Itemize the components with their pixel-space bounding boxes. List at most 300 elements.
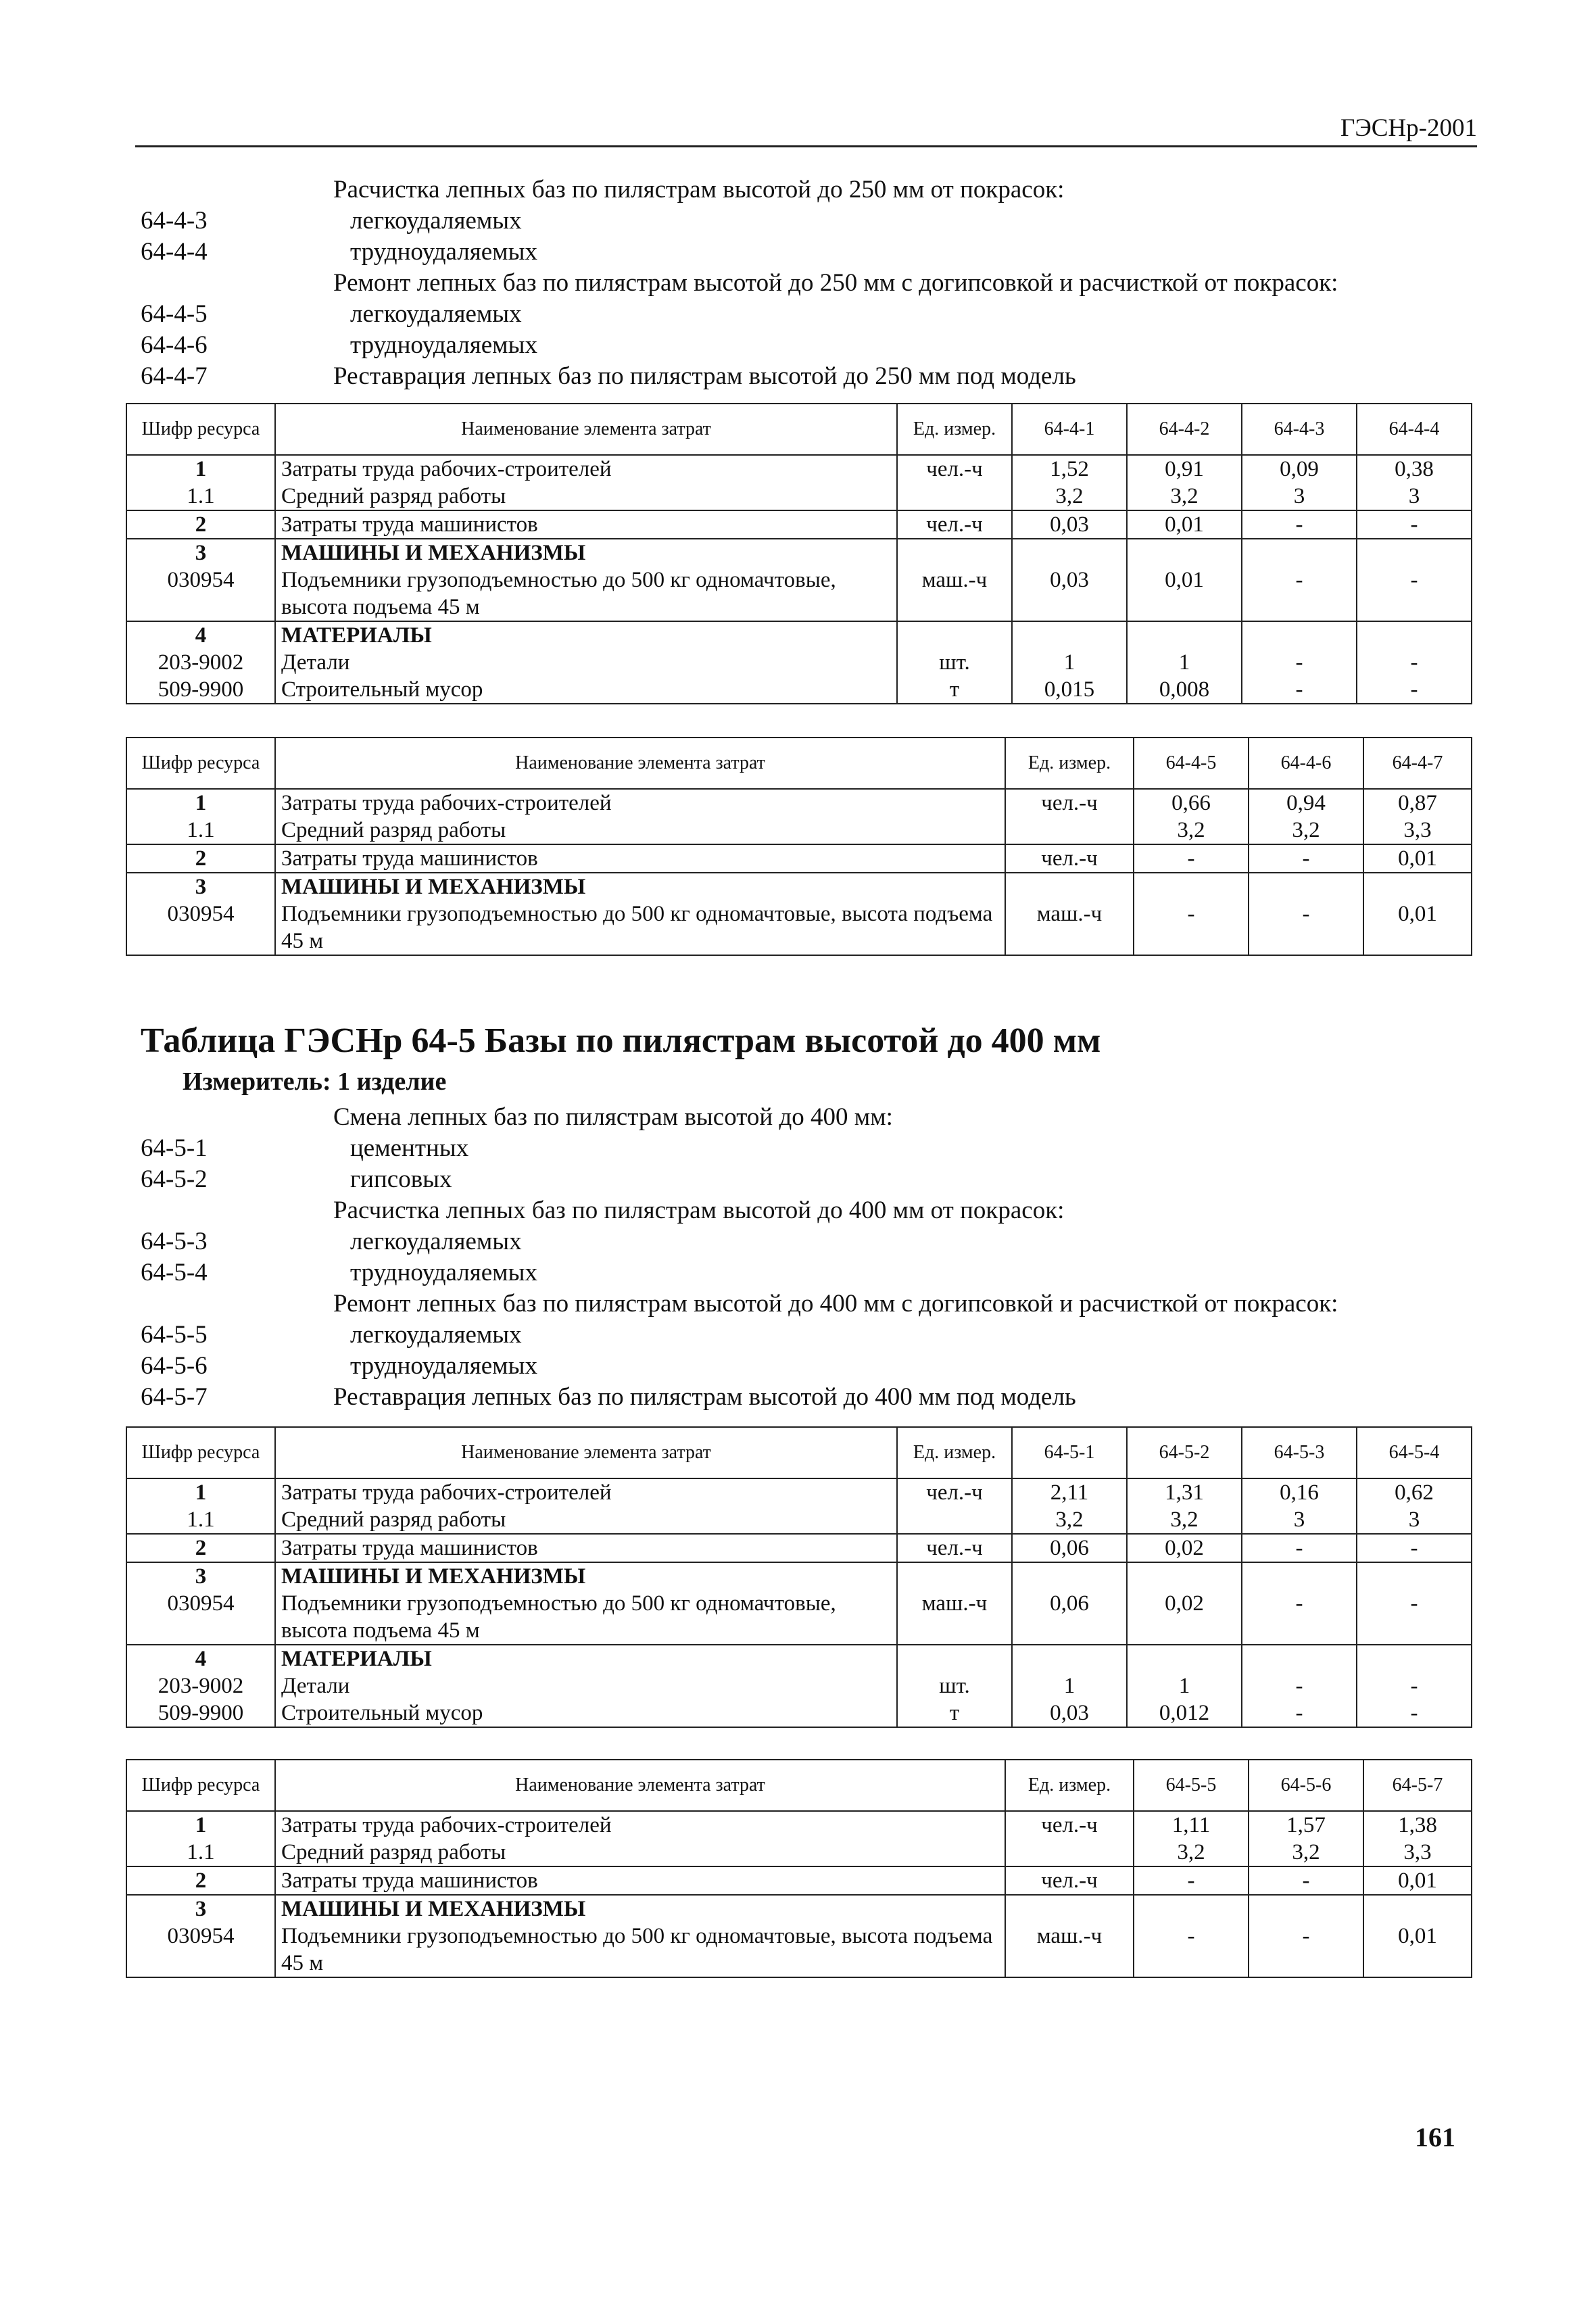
norm-value-cell — [1357, 1478, 1472, 1534]
unit-cell — [897, 1478, 1012, 1534]
work-description: Реставрация лепных баз по пилястрам высотой до 400 мм под модель — [333, 1383, 1076, 1411]
table-title-64-5: Таблица ГЭСНр 64-5 Базы по пилястрам высотой до 400 мм — [141, 1021, 1101, 1060]
norm-value-cell — [1363, 789, 1472, 844]
norm-value-cell — [1012, 1478, 1127, 1534]
intro-row — [141, 268, 1493, 299]
work-description: легкоудаляемых — [350, 1228, 522, 1255]
norm-value: 1 — [1063, 1674, 1075, 1698]
work-description: Ремонт лепных баз по пилястрам высотой до 250 мм с догипсовкой и расчисткой от покрасок: — [333, 269, 1338, 297]
work-description: легкоудаляемых — [350, 1321, 522, 1349]
intro-row — [141, 330, 1493, 361]
norm-value-cell — [1363, 1866, 1472, 1895]
norm-value: 0,02 — [1165, 1536, 1204, 1560]
norm-value-cell — [1134, 1895, 1249, 1977]
norm-value: 0,012 — [1159, 1701, 1210, 1725]
work-description: легкоудаляемых — [350, 207, 522, 235]
resource-code-cell — [126, 539, 275, 621]
work-code: 64-5-3 — [141, 1228, 208, 1255]
work-description: Реставрация лепных баз по пилястрам высотой до 250 мм под модель — [333, 362, 1076, 390]
unit-cell — [897, 539, 1012, 621]
resource-code: 2 — [195, 512, 207, 537]
resource-table-64-4-a — [126, 403, 1472, 704]
resource-code: 030954 — [167, 902, 235, 926]
norm-value: 3,2 — [1055, 484, 1084, 508]
norm-value: - — [1187, 1924, 1195, 1948]
norm-value-cell — [1012, 1534, 1127, 1562]
unit-value: маш.-ч — [921, 568, 988, 592]
header-norm-code: 64-4-1 — [1012, 404, 1127, 455]
norm-value — [1140, 1896, 1242, 1923]
work-description: Смена лепных баз по пилястрам высотой до 400 мм: — [333, 1103, 893, 1131]
resource-code-cell — [126, 873, 275, 955]
norm-value: - — [1302, 846, 1310, 871]
norm-value-cell — [1134, 844, 1249, 873]
norm-value: 0,06 — [1050, 1591, 1089, 1616]
norm-value — [1370, 873, 1466, 900]
work-description: трудноудаляемых — [350, 331, 537, 359]
unit-value — [1011, 1896, 1128, 1923]
norm-value: - — [1295, 650, 1303, 675]
norm-value-cell — [1242, 1478, 1357, 1534]
norm-value: - — [1187, 1868, 1195, 1893]
norm-value: 0,01 — [1165, 512, 1204, 537]
resource-code: 203-9002 — [158, 1674, 244, 1698]
norm-value: - — [1302, 902, 1310, 926]
norm-value-cell — [1242, 455, 1357, 510]
resource-code-cell — [126, 1562, 275, 1645]
header-unit: Ед. измер. — [1005, 738, 1134, 789]
norm-value — [1363, 1563, 1466, 1590]
work-code: 64-4-6 — [141, 331, 208, 359]
norm-value: 1,57 — [1286, 1813, 1326, 1837]
norm-value — [1133, 1563, 1236, 1590]
norm-value-cell — [1242, 1562, 1357, 1645]
norm-value: 3,2 — [1055, 1507, 1084, 1532]
resource-code-cell — [126, 455, 275, 510]
unit-value: чел.-ч — [926, 1536, 983, 1560]
norm-value: 3,2 — [1170, 1507, 1199, 1532]
norm-value — [1133, 539, 1236, 566]
unit-cell — [897, 1562, 1012, 1645]
resource-table-64-5-b — [126, 1759, 1472, 1978]
resource-code: 2 — [195, 1536, 207, 1560]
norm-value: 0,91 — [1165, 457, 1204, 481]
header-unit: Ед. измер. — [1005, 1760, 1134, 1811]
header-norm-code: 64-5-3 — [1242, 1427, 1357, 1478]
resource-code: 2 — [195, 846, 207, 871]
work-code: 64-4-5 — [141, 300, 208, 328]
cost-element-name: Затраты труда машинистов — [281, 1536, 538, 1560]
table-row — [126, 789, 1472, 844]
intro-row — [141, 1382, 1493, 1413]
resource-code: 3 — [195, 1897, 207, 1921]
cost-element-name: Затраты труда рабочих-строителей — [281, 1480, 612, 1505]
intro-row — [141, 1195, 1493, 1226]
norm-value-cell — [1249, 789, 1363, 844]
cost-element-name: Подъемники грузоподъемностью до 500 кг одномачтовые, высота подъема 45 м — [281, 568, 836, 619]
unit-value: чел.-ч — [1041, 791, 1098, 815]
norm-value: 0,66 — [1171, 791, 1211, 815]
norm-value: 3,2 — [1177, 1840, 1205, 1864]
unit-cell — [1005, 1895, 1134, 1977]
norm-value: 0,01 — [1398, 846, 1437, 871]
intro-row — [141, 1257, 1493, 1288]
intro-row — [141, 1320, 1493, 1351]
table-row — [126, 621, 1472, 704]
cost-element-cell — [275, 1478, 897, 1534]
norm-value-cell — [1242, 1534, 1357, 1562]
work-code: 64-5-7 — [141, 1383, 208, 1411]
cost-element-name: МАТЕРИАЛЫ — [281, 623, 432, 648]
norm-value — [1248, 539, 1351, 566]
unit-value: т — [949, 1701, 960, 1725]
unit-value: т — [949, 677, 960, 702]
norm-value: - — [1187, 846, 1195, 871]
unit-cell — [897, 621, 1012, 704]
cost-element-cell — [275, 455, 897, 510]
intro-row — [141, 1133, 1493, 1164]
resource-table-64-4-b — [126, 737, 1472, 956]
norm-value-cell — [1357, 1645, 1472, 1727]
header-norm-code: 64-5-2 — [1127, 1427, 1242, 1478]
intro-row — [141, 361, 1493, 392]
table-row — [126, 455, 1472, 510]
norm-value-cell — [1363, 1895, 1472, 1977]
work-description: легкоудаляемых — [350, 300, 522, 328]
norm-value: 1,52 — [1050, 457, 1089, 481]
unit-value: маш.-ч — [1036, 1924, 1103, 1948]
work-code: 64-5-1 — [141, 1134, 208, 1162]
norm-value: 0,94 — [1286, 791, 1326, 815]
resource-code: 509-9900 — [158, 677, 244, 702]
table-row — [126, 1895, 1472, 1977]
cost-element-name: Средний разряд работы — [281, 1507, 506, 1532]
norm-value: - — [1410, 650, 1418, 675]
norm-value: 0,015 — [1044, 677, 1095, 702]
norm-value-cell — [1134, 873, 1249, 955]
norm-value-cell — [1249, 873, 1363, 955]
norm-value: 0,62 — [1395, 1480, 1434, 1505]
measure-unit: Измеритель: 1 изделие — [183, 1067, 447, 1096]
unit-value: чел.-ч — [1041, 1868, 1098, 1893]
cost-element-name: Подъемники грузоподъемностью до 500 кг одномачтовые, высота подъема 45 м — [281, 1924, 993, 1975]
norm-value: - — [1295, 1674, 1303, 1698]
resource-code-cell — [126, 1866, 275, 1895]
document-code: ГЭСНр-2001 — [1340, 114, 1477, 142]
norm-value-cell — [1249, 1866, 1363, 1895]
cost-element-name: Детали — [281, 1674, 350, 1698]
table-row — [126, 1811, 1472, 1866]
norm-value: 3,3 — [1403, 818, 1432, 842]
norm-value — [1248, 622, 1351, 649]
norm-value: - — [1302, 1868, 1310, 1893]
norm-value: - — [1295, 1701, 1303, 1725]
cost-element-name: МАТЕРИАЛЫ — [281, 1647, 432, 1671]
norm-value: - — [1410, 677, 1418, 702]
cost-element-name: МАШИНЫ И МЕХАНИЗМЫ — [281, 1897, 586, 1921]
table-row — [126, 539, 1472, 621]
norm-value: 3 — [1408, 1507, 1420, 1532]
cost-element-cell — [275, 844, 1005, 873]
norm-value-cell — [1242, 1645, 1357, 1727]
intro-row — [141, 237, 1493, 268]
cost-element-cell — [275, 789, 1005, 844]
norm-value-cell — [1127, 1645, 1242, 1727]
norm-value: - — [1295, 1536, 1303, 1560]
norm-value: - — [1295, 677, 1303, 702]
norm-value — [1363, 1645, 1466, 1672]
cost-element-name: МАШИНЫ И МЕХАНИЗМЫ — [281, 1564, 586, 1589]
table-row — [126, 873, 1472, 955]
intro-row — [141, 1164, 1493, 1195]
norm-value — [1133, 622, 1236, 649]
norm-value: 0,03 — [1050, 1701, 1089, 1725]
norm-value: 0,09 — [1280, 457, 1319, 481]
norm-value-cell — [1012, 621, 1127, 704]
unit-value: шт. — [939, 650, 970, 675]
norm-value — [1248, 1645, 1351, 1672]
cost-element-name: Затраты труда рабочих-строителей — [281, 457, 612, 481]
unit-value: чел.-ч — [1041, 1813, 1098, 1837]
norm-value: 3 — [1293, 1507, 1305, 1532]
header-unit: Ед. измер. — [897, 1427, 1012, 1478]
norm-value-cell — [1249, 1895, 1363, 1977]
header-cost-element: Наименование элемента затрат — [275, 738, 1005, 789]
norm-value — [1255, 873, 1357, 900]
cost-element-cell — [275, 1562, 897, 1645]
norm-value: 3,2 — [1170, 484, 1199, 508]
cost-element-name: Подъемники грузоподъемностью до 500 кг одномачтовые, высота подъема 45 м — [281, 902, 993, 953]
cost-element-name: Средний разряд работы — [281, 1840, 506, 1864]
unit-value: чел.-ч — [1041, 846, 1098, 871]
norm-value-cell — [1012, 455, 1127, 510]
header-norm-code: 64-5-5 — [1134, 1760, 1249, 1811]
resource-code: 1.1 — [187, 1840, 215, 1864]
norm-value — [1248, 1563, 1351, 1590]
intro-row — [141, 299, 1493, 330]
norm-value: - — [1410, 1536, 1418, 1560]
norm-value — [1363, 622, 1466, 649]
work-code: 64-5-6 — [141, 1352, 208, 1380]
norm-value: - — [1410, 512, 1418, 537]
intro-row — [141, 1102, 1493, 1133]
norm-value-cell — [1249, 1811, 1363, 1866]
cost-element-name: Средний разряд работы — [281, 484, 506, 508]
norm-value: 0,03 — [1050, 512, 1089, 537]
norm-value — [1255, 1896, 1357, 1923]
norm-value-cell — [1012, 539, 1127, 621]
table-row — [126, 844, 1472, 873]
norm-value — [1370, 1896, 1466, 1923]
intro-64-4 — [141, 174, 1493, 392]
resource-code: 4 — [195, 1647, 207, 1671]
norm-value-cell — [1242, 539, 1357, 621]
norm-value-cell — [1012, 510, 1127, 539]
cost-element-cell — [275, 1866, 1005, 1895]
resource-code-cell — [126, 789, 275, 844]
unit-value — [903, 483, 1006, 510]
resource-code: 3 — [195, 541, 207, 565]
cost-element-name: Затраты труда рабочих-строителей — [281, 791, 612, 815]
header-cost-element: Наименование элемента затрат — [275, 1760, 1005, 1811]
norm-value-cell — [1357, 1562, 1472, 1645]
resource-code: 030954 — [167, 1591, 235, 1616]
header-norm-code: 64-4-3 — [1242, 404, 1357, 455]
unit-cell — [1005, 1811, 1134, 1866]
resource-code: 030954 — [167, 1924, 235, 1948]
norm-value — [1018, 1645, 1121, 1672]
table-row — [126, 1534, 1472, 1562]
resource-code: 030954 — [167, 568, 235, 592]
cost-element-cell — [275, 1895, 1005, 1977]
norm-value-cell — [1357, 539, 1472, 621]
cost-element-name: МАШИНЫ И МЕХАНИЗМЫ — [281, 541, 586, 565]
norm-value — [1133, 1645, 1236, 1672]
header-norm-code: 64-5-7 — [1363, 1760, 1472, 1811]
header-norm-code: 64-5-6 — [1249, 1760, 1363, 1811]
resource-code-cell — [126, 621, 275, 704]
norm-value: - — [1410, 1701, 1418, 1725]
norm-value-cell — [1357, 1534, 1472, 1562]
resource-code: 1.1 — [187, 484, 215, 508]
norm-value: - — [1187, 902, 1195, 926]
norm-value: - — [1302, 1924, 1310, 1948]
norm-value: - — [1410, 568, 1418, 592]
unit-value: маш.-ч — [921, 1591, 988, 1616]
resource-code: 1 — [195, 791, 207, 815]
resource-code-cell — [126, 1478, 275, 1534]
cost-element-name: Детали — [281, 650, 350, 675]
unit-cell — [1005, 789, 1134, 844]
cost-element-cell — [275, 1811, 1005, 1866]
cost-element-cell — [275, 510, 897, 539]
work-code: 64-4-3 — [141, 207, 208, 235]
norm-value: 3,2 — [1292, 818, 1320, 842]
cost-element-cell — [275, 539, 897, 621]
unit-value — [1011, 873, 1128, 900]
norm-value-cell — [1134, 789, 1249, 844]
norm-value: 1 — [1178, 650, 1190, 675]
cost-element-name: Затраты труда машинистов — [281, 846, 538, 871]
cost-element-name: Затраты труда рабочих-строителей — [281, 1813, 612, 1837]
norm-value-cell — [1127, 621, 1242, 704]
unit-value — [903, 1645, 1006, 1672]
resource-code-cell — [126, 1534, 275, 1562]
table-row — [126, 1645, 1472, 1727]
resource-code-cell — [126, 1811, 275, 1866]
norm-value-cell — [1127, 1534, 1242, 1562]
work-description: Расчистка лепных баз по пилястрам высотой до 400 мм от покрасок: — [333, 1197, 1065, 1224]
norm-value-cell — [1134, 1866, 1249, 1895]
work-description: Расчистка лепных баз по пилястрам высотой до 250 мм от покрасок: — [333, 176, 1065, 203]
intro-row — [141, 1288, 1493, 1320]
norm-value: - — [1410, 1591, 1418, 1616]
norm-value: 1 — [1063, 650, 1075, 675]
table-row — [126, 1562, 1472, 1645]
norm-value-cell — [1127, 455, 1242, 510]
resource-code: 2 — [195, 1868, 207, 1893]
norm-value: 0,06 — [1050, 1536, 1089, 1560]
resource-code: 1.1 — [187, 818, 215, 842]
work-code: 64-5-4 — [141, 1259, 208, 1286]
resource-code-cell — [126, 844, 275, 873]
cost-element-name: МАШИНЫ И МЕХАНИЗМЫ — [281, 875, 586, 899]
norm-value-cell — [1357, 510, 1472, 539]
unit-value: маш.-ч — [1036, 902, 1103, 926]
norm-value-cell — [1242, 510, 1357, 539]
header-norm-code: 64-4-2 — [1127, 404, 1242, 455]
norm-value: 3,2 — [1292, 1840, 1320, 1864]
resource-code: 509-9900 — [158, 1701, 244, 1725]
norm-value — [1363, 539, 1466, 566]
norm-value — [1018, 622, 1121, 649]
intro-row — [141, 1226, 1493, 1257]
intro-row — [141, 174, 1493, 206]
header-cost-element: Наименование элемента затрат — [275, 404, 897, 455]
norm-value: 3,3 — [1403, 1840, 1432, 1864]
norm-value-cell — [1242, 621, 1357, 704]
resource-code: 1 — [195, 1480, 207, 1505]
unit-value — [903, 1506, 1006, 1533]
norm-value-cell — [1357, 621, 1472, 704]
table-header-row — [126, 1427, 1472, 1478]
header-rule — [135, 145, 1477, 147]
norm-value: 0,008 — [1159, 677, 1210, 702]
norm-value — [1018, 1563, 1121, 1590]
resource-code: 3 — [195, 875, 207, 899]
norm-value: 0,01 — [1398, 902, 1437, 926]
norm-value: 0,87 — [1398, 791, 1437, 815]
cost-element-cell — [275, 621, 897, 704]
work-description: Ремонт лепных баз по пилястрам высотой до 400 мм с догипсовкой и расчисткой от покрасок: — [333, 1290, 1338, 1318]
page-number: 161 — [1415, 2122, 1455, 2152]
resource-code: 3 — [195, 1564, 207, 1589]
cost-element-name: Строительный мусор — [281, 677, 483, 702]
resource-code: 1 — [195, 457, 207, 481]
header-norm-code: 64-5-1 — [1012, 1427, 1127, 1478]
work-description: трудноудаляемых — [350, 1352, 537, 1380]
table-header-row — [126, 404, 1472, 455]
resource-code: 203-9002 — [158, 650, 244, 675]
resource-code-cell — [126, 1895, 275, 1977]
cost-element-name: Средний разряд работы — [281, 818, 506, 842]
norm-value: - — [1295, 512, 1303, 537]
unit-value — [903, 622, 1006, 649]
cost-element-cell — [275, 1534, 897, 1562]
norm-value-cell — [1357, 455, 1472, 510]
unit-cell — [1005, 873, 1134, 955]
header-norm-code: 64-4-5 — [1134, 738, 1249, 789]
norm-value — [1140, 873, 1242, 900]
header-norm-code: 64-4-4 — [1357, 404, 1472, 455]
cost-element-cell — [275, 1645, 897, 1727]
work-description: трудноудаляемых — [350, 1259, 537, 1286]
norm-value: - — [1295, 1591, 1303, 1616]
norm-value: 0,01 — [1398, 1868, 1437, 1893]
resource-code: 1 — [195, 1813, 207, 1837]
work-description: трудноудаляемых — [350, 238, 537, 266]
norm-value: 1,38 — [1398, 1813, 1437, 1837]
norm-value: - — [1410, 1674, 1418, 1698]
cost-element-cell — [275, 873, 1005, 955]
resource-table-64-5-a — [126, 1426, 1472, 1728]
unit-cell — [897, 1645, 1012, 1727]
unit-cell — [1005, 844, 1134, 873]
norm-value-cell — [1363, 1811, 1472, 1866]
intro-64-5 — [141, 1102, 1493, 1413]
table-row — [126, 1478, 1472, 1534]
header-cost-element: Наименование элемента затрат — [275, 1427, 897, 1478]
